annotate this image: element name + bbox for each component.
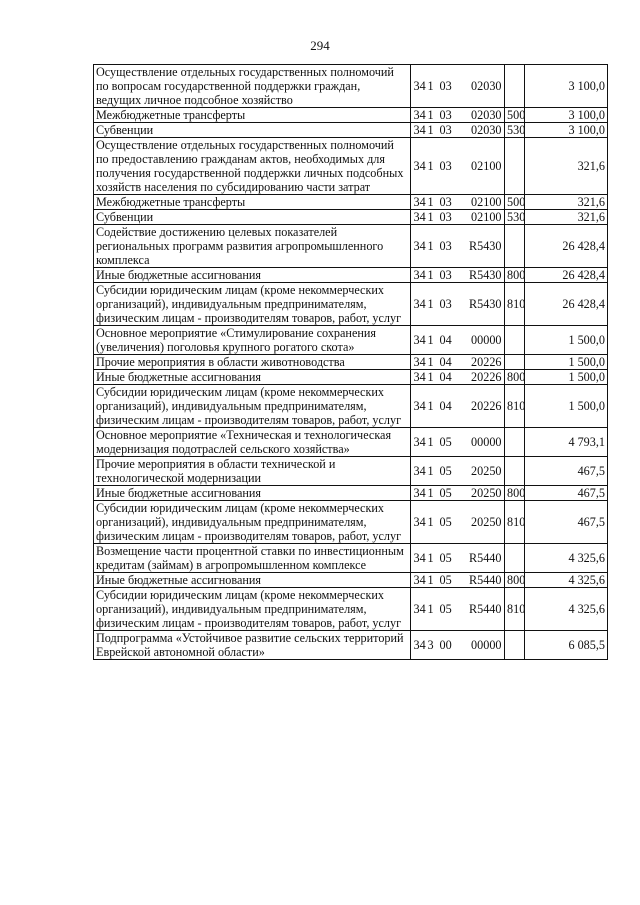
code-direction: R5430	[468, 268, 502, 282]
row-amount: 1 500,0	[525, 385, 608, 428]
row-amount: 3 100,0	[525, 65, 608, 108]
row-expense-type	[505, 225, 525, 268]
row-amount: 3 100,0	[525, 108, 608, 123]
table-row	[94, 573, 608, 588]
row-name: Прочие мероприятия в области технической и технологической модернизации	[94, 457, 411, 486]
budget-table	[93, 64, 608, 660]
row-amount: 4 793,1	[525, 428, 608, 457]
row-expense-type: 800	[505, 370, 525, 385]
code-subprogram: 1	[427, 297, 434, 311]
budget-table-body	[94, 65, 608, 660]
code-event: 03	[439, 297, 452, 311]
row-expense-type: 810	[505, 283, 525, 326]
code-event: 03	[439, 195, 452, 209]
table-row	[94, 210, 608, 225]
page-number: 294	[310, 38, 330, 53]
code-subprogram: 1	[427, 355, 434, 369]
code-event: 05	[439, 573, 452, 587]
row-name: Субсидии юридическим лицам (кроме некоммерческих организаций), индивидуальным предпринимателям, физическим лицам - производителям товаров, работ, услуг	[94, 501, 411, 544]
row-expense-type: 810	[505, 588, 525, 631]
table-row	[94, 385, 608, 428]
row-expense-type	[505, 457, 525, 486]
code-event: 04	[439, 355, 452, 369]
row-code	[411, 544, 505, 573]
code-program: 34	[413, 79, 426, 93]
code-event: 03	[439, 239, 452, 253]
code-direction: 02100	[471, 195, 502, 209]
row-amount: 26 428,4	[525, 225, 608, 268]
code-direction: 20250	[471, 486, 502, 500]
table-row	[94, 588, 608, 631]
code-subprogram: 1	[427, 159, 434, 173]
row-amount: 26 428,4	[525, 268, 608, 283]
row-amount: 1 500,0	[525, 326, 608, 355]
table-row	[94, 195, 608, 210]
row-amount: 4 325,6	[525, 573, 608, 588]
table-row	[94, 268, 608, 283]
row-expense-type: 810	[505, 501, 525, 544]
row-amount: 1 500,0	[525, 370, 608, 385]
code-subprogram: 1	[427, 399, 434, 413]
row-name: Межбюджетные трансферты	[94, 108, 411, 123]
code-direction: 02030	[471, 123, 502, 137]
code-program: 34	[413, 239, 426, 253]
row-code	[411, 138, 505, 195]
code-subprogram: 1	[427, 435, 434, 449]
row-name: Иные бюджетные ассигнования	[94, 486, 411, 501]
code-program: 34	[413, 333, 426, 347]
row-amount: 6 085,5	[525, 631, 608, 660]
row-code	[411, 195, 505, 210]
code-direction: 02100	[471, 159, 502, 173]
code-event: 05	[439, 464, 452, 478]
code-program: 34	[413, 210, 426, 224]
code-subprogram: 1	[427, 370, 434, 384]
code-direction: 20226	[471, 399, 502, 413]
row-expense-type	[505, 631, 525, 660]
code-subprogram: 3	[427, 638, 434, 652]
table-row	[94, 370, 608, 385]
code-direction: R5440	[468, 573, 502, 587]
row-code	[411, 385, 505, 428]
row-name: Субвенции	[94, 123, 411, 138]
code-direction: 02100	[471, 210, 502, 224]
table-row	[94, 65, 608, 108]
code-program: 34	[413, 435, 426, 449]
row-name: Иные бюджетные ассигнования	[94, 573, 411, 588]
code-program: 34	[413, 551, 426, 565]
code-subprogram: 1	[427, 268, 434, 282]
row-name: Возмещение части процентной ставки по инвестиционным кредитам (займам) в агропромышленном комплексе	[94, 544, 411, 573]
code-event: 05	[439, 486, 452, 500]
row-expense-type: 800	[505, 486, 525, 501]
code-direction: 00000	[471, 435, 502, 449]
row-amount: 467,5	[525, 457, 608, 486]
code-subprogram: 1	[427, 210, 434, 224]
row-name: Основное мероприятие «Стимулирование сохранения (увеличения) поголовья крупного рогатого скота»	[94, 326, 411, 355]
code-subprogram: 1	[427, 333, 434, 347]
row-code	[411, 108, 505, 123]
table-row	[94, 225, 608, 268]
row-code	[411, 631, 505, 660]
code-subprogram: 1	[427, 108, 434, 122]
row-code	[411, 326, 505, 355]
code-program: 34	[413, 123, 426, 137]
row-code	[411, 573, 505, 588]
row-name: Прочие мероприятия в области животноводства	[94, 355, 411, 370]
row-amount: 26 428,4	[525, 283, 608, 326]
row-code	[411, 123, 505, 138]
row-expense-type	[505, 65, 525, 108]
code-subprogram: 1	[427, 551, 434, 565]
row-expense-type	[505, 326, 525, 355]
code-program: 34	[413, 108, 426, 122]
table-row	[94, 544, 608, 573]
code-program: 34	[413, 159, 426, 173]
row-code	[411, 268, 505, 283]
row-code	[411, 283, 505, 326]
row-name: Содействие достижению целевых показателей региональных программ развития агропромышленного комплекса	[94, 225, 411, 268]
row-expense-type	[505, 355, 525, 370]
code-program: 34	[413, 268, 426, 282]
row-code	[411, 225, 505, 268]
row-expense-type: 530	[505, 123, 525, 138]
row-expense-type: 500	[505, 108, 525, 123]
code-direction: R5430	[468, 239, 502, 253]
row-code	[411, 355, 505, 370]
row-amount: 4 325,6	[525, 544, 608, 573]
row-amount: 4 325,6	[525, 588, 608, 631]
code-subprogram: 1	[427, 464, 434, 478]
row-name: Субсидии юридическим лицам (кроме некоммерческих организаций), индивидуальным предпринимателям, физическим лицам - производителям товаров, работ, услуг	[94, 588, 411, 631]
row-name: Осуществление отдельных государственных полномочий по предоставлению гражданам актов, необходимых для получения государственной поддержки личных подсобных хозяйств населения по субсидированию части затрат	[94, 138, 411, 195]
code-event: 03	[439, 210, 452, 224]
code-subprogram: 1	[427, 79, 434, 93]
code-program: 34	[413, 602, 426, 616]
code-event: 04	[439, 333, 452, 347]
code-subprogram: 1	[427, 195, 434, 209]
row-amount: 3 100,0	[525, 123, 608, 138]
row-code	[411, 65, 505, 108]
table-row	[94, 108, 608, 123]
code-direction: 02030	[471, 108, 502, 122]
table-row	[94, 486, 608, 501]
row-expense-type	[505, 428, 525, 457]
table-row	[94, 123, 608, 138]
table-row	[94, 501, 608, 544]
row-amount: 1 500,0	[525, 355, 608, 370]
code-program: 34	[413, 573, 426, 587]
code-subprogram: 1	[427, 486, 434, 500]
code-program: 34	[413, 355, 426, 369]
table-row	[94, 631, 608, 660]
row-code	[411, 370, 505, 385]
code-event: 03	[439, 79, 452, 93]
row-expense-type: 800	[505, 268, 525, 283]
row-name: Субсидии юридическим лицам (кроме некоммерческих организаций), индивидуальным предпринимателям, физическим лицам - производителям товаров, работ, услуг	[94, 283, 411, 326]
code-direction: 20250	[471, 464, 502, 478]
row-amount: 321,6	[525, 138, 608, 195]
code-program: 34	[413, 638, 426, 652]
code-event: 05	[439, 602, 452, 616]
row-amount: 467,5	[525, 501, 608, 544]
row-code	[411, 457, 505, 486]
row-amount: 467,5	[525, 486, 608, 501]
code-subprogram: 1	[427, 239, 434, 253]
code-direction: 00000	[471, 333, 502, 347]
table-row	[94, 355, 608, 370]
table-row	[94, 428, 608, 457]
row-amount: 321,6	[525, 210, 608, 225]
row-name: Осуществление отдельных государственных полномочий по вопросам государственной поддержки граждан, ведущих личное подсобное хозяйство	[94, 65, 411, 108]
table-row	[94, 457, 608, 486]
row-expense-type	[505, 138, 525, 195]
code-direction: 20226	[471, 370, 502, 384]
row-name: Подпрограмма «Устойчивое развитие сельских территорий Еврейской автономной области»	[94, 631, 411, 660]
code-event: 03	[439, 268, 452, 282]
code-direction: 20226	[471, 355, 502, 369]
code-subprogram: 1	[427, 123, 434, 137]
row-name: Основное мероприятие «Техническая и технологическая модернизация подотраслей сельского хозяйства»	[94, 428, 411, 457]
code-event: 05	[439, 435, 452, 449]
row-name: Иные бюджетные ассигнования	[94, 268, 411, 283]
code-event: 03	[439, 123, 452, 137]
row-amount: 321,6	[525, 195, 608, 210]
code-program: 34	[413, 464, 426, 478]
code-direction: R5440	[468, 551, 502, 565]
row-code	[411, 501, 505, 544]
code-subprogram: 1	[427, 602, 434, 616]
code-event: 00	[439, 638, 452, 652]
code-direction: R5430	[468, 297, 502, 311]
row-code	[411, 428, 505, 457]
code-subprogram: 1	[427, 515, 434, 529]
row-expense-type: 500	[505, 195, 525, 210]
code-program: 34	[413, 486, 426, 500]
code-direction: R5440	[468, 602, 502, 616]
code-subprogram: 1	[427, 573, 434, 587]
table-row	[94, 283, 608, 326]
code-event: 04	[439, 370, 452, 384]
row-expense-type: 810	[505, 385, 525, 428]
code-program: 34	[413, 297, 426, 311]
code-event: 04	[439, 399, 452, 413]
row-expense-type: 800	[505, 573, 525, 588]
code-program: 34	[413, 370, 426, 384]
row-code	[411, 210, 505, 225]
code-direction: 02030	[471, 79, 502, 93]
code-event: 05	[439, 551, 452, 565]
table-row	[94, 138, 608, 195]
code-program: 34	[413, 195, 426, 209]
code-direction: 00000	[471, 638, 502, 652]
row-name: Субвенции	[94, 210, 411, 225]
code-direction: 20250	[471, 515, 502, 529]
row-expense-type	[505, 544, 525, 573]
code-event: 03	[439, 159, 452, 173]
table-row	[94, 326, 608, 355]
row-name: Межбюджетные трансферты	[94, 195, 411, 210]
code-event: 05	[439, 515, 452, 529]
row-expense-type: 530	[505, 210, 525, 225]
row-code	[411, 486, 505, 501]
row-name: Иные бюджетные ассигнования	[94, 370, 411, 385]
code-event: 03	[439, 108, 452, 122]
code-program: 34	[413, 399, 426, 413]
row-code	[411, 588, 505, 631]
code-program: 34	[413, 515, 426, 529]
row-name: Субсидии юридическим лицам (кроме некоммерческих организаций), индивидуальным предпринимателям, физическим лицам - производителям товаров, работ, услуг	[94, 385, 411, 428]
